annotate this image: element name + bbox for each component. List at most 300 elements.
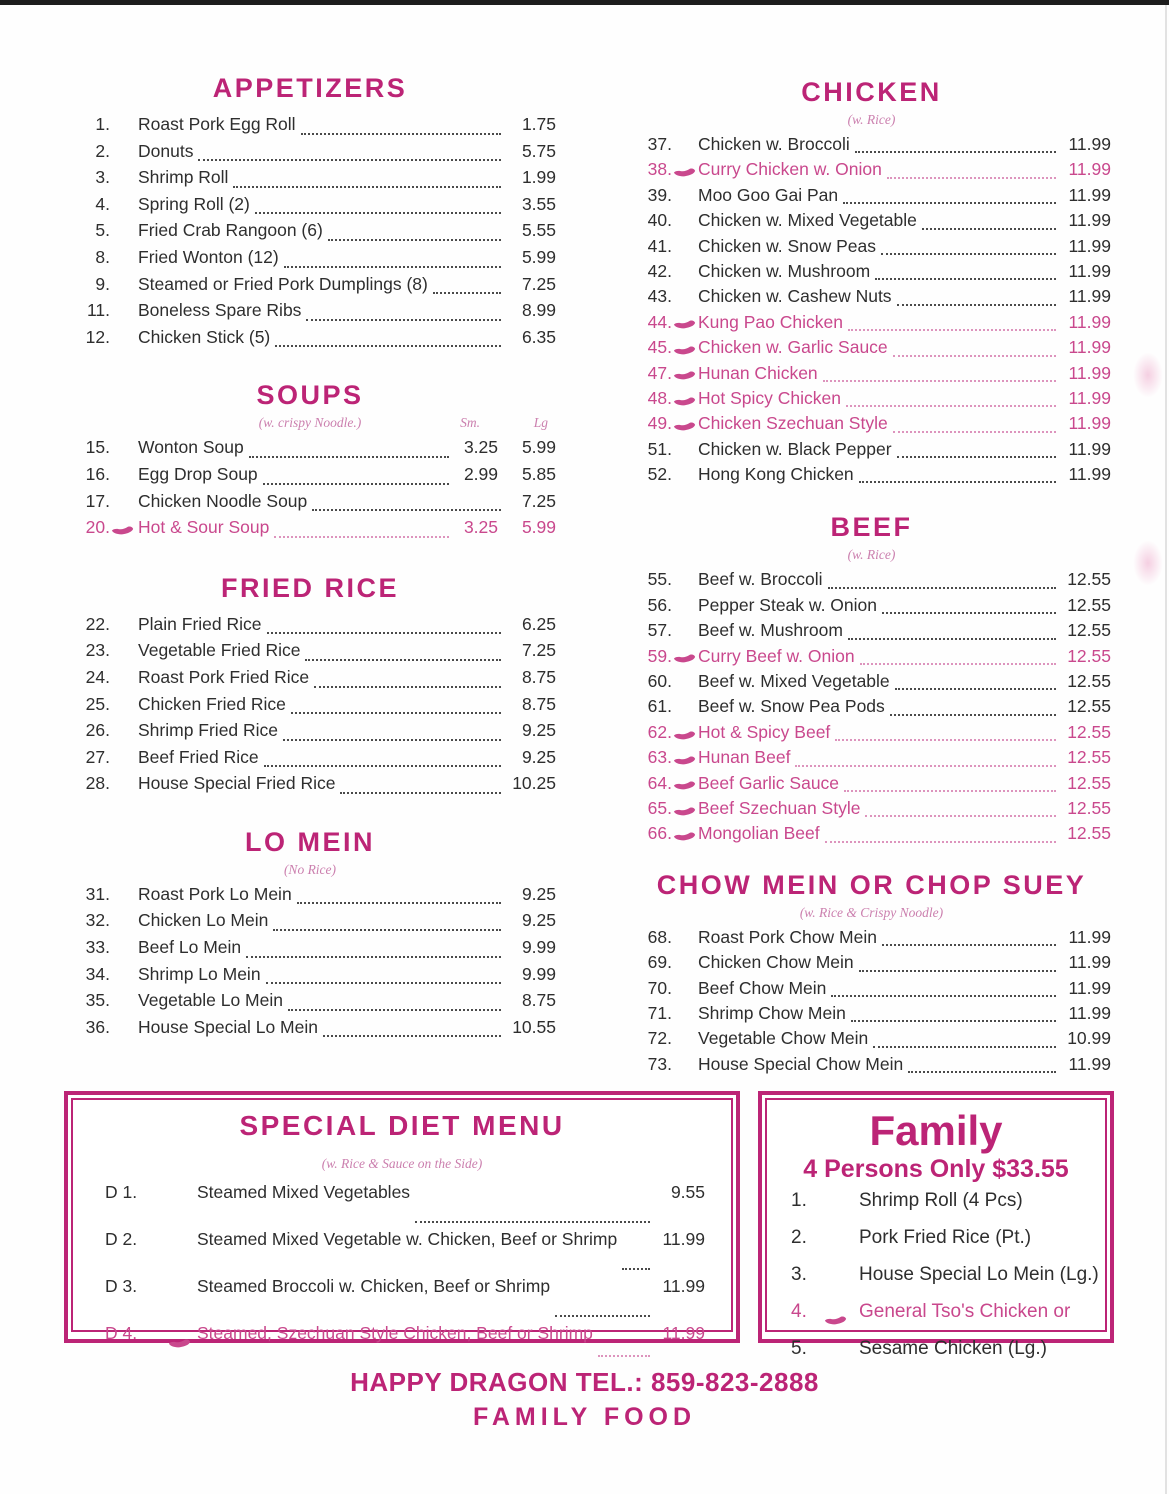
icon-spacer [110,754,138,766]
icon-spacer [167,1200,197,1212]
item-name: Spring Roll (2) [138,193,250,214]
item-number: D 3. [105,1276,138,1297]
item-name: Pork Fried Rice (Pt.) [859,1227,1032,1249]
menu-item-row [64,747,556,774]
menu-item-row [64,464,556,491]
icon-spacer [110,228,138,240]
item-price: 10.55 [512,1016,556,1037]
item-number: 4. [791,1301,807,1323]
dot-leader [882,944,1056,946]
dot-leader [555,1315,650,1317]
dot-leader [249,456,449,458]
menu-item-row [632,1054,1111,1079]
item-price: 12.55 [1067,620,1111,641]
item-name: Chicken Fried Rice [138,693,286,714]
item-name: Roast Pork Fried Rice [138,666,310,687]
item-name: Steamed Mixed Vegetables [197,1182,411,1203]
menu-item-row [64,990,556,1017]
item-number: 22. [85,613,110,634]
dot-leader [897,304,1056,306]
item-price: 12.55 [1067,569,1111,590]
menu-item-row [64,964,556,991]
item-number: 39. [647,184,672,205]
icon-spacer [672,293,698,305]
menu-item-row [64,1017,556,1044]
icon-spacer [110,148,138,160]
item-number: 5. [95,220,110,241]
dot-leader [848,329,1056,331]
item-price: 8.75 [521,693,556,714]
item-name: Chicken Stick (5) [138,326,271,347]
icon-spacer [110,891,138,903]
chili-pepper-icon [672,779,698,791]
item-price: 12.55 [1067,645,1111,666]
dot-leader [882,612,1056,614]
menu-item-row [64,300,556,327]
icon-spacer [110,621,138,633]
menu-section-special_diet [73,1110,731,1363]
item-price: 11.99 [1068,362,1111,383]
item-price: 3.25 [463,437,498,458]
menu-column-right [632,72,1111,1079]
item-price: 6.35 [521,326,556,347]
menu-item-row [632,413,1111,438]
item-price: 11.99 [1068,952,1111,973]
dot-leader [297,902,501,904]
icon-spacer [167,1294,197,1306]
item-price: 9.25 [521,883,556,904]
item-price: 9.55 [670,1182,705,1203]
item-name: Pepper Steak w. Onion [698,594,877,615]
icon-spacer [672,268,698,280]
menu-item-row [64,773,556,800]
dot-leader [274,536,449,538]
icon-spacer [672,1035,698,1047]
item-name: Beef Garlic Sauce [698,772,840,793]
icon-spacer [823,1351,859,1363]
icon-spacer [672,1060,698,1072]
icon-spacer [672,602,698,614]
item-name: Vegetable Lo Mein [138,990,283,1011]
dot-leader [922,228,1056,230]
item-name: Beef Lo Mein [138,937,242,958]
item-number: 61. [647,696,672,717]
item-number: 8. [95,246,110,267]
item-name: Curry Beef w. Onion [698,645,855,666]
item-name: Roast Pork Lo Mein [138,883,292,904]
item-name: Roast Pork Chow Mein [698,926,877,947]
item-number: 42. [647,260,672,281]
item-price: 5.55 [521,220,556,241]
family-deal-items [767,1190,1105,1375]
item-name: Boneless Spare Ribs [138,300,302,321]
dot-leader [823,380,1056,382]
item-name: Plain Fried Rice [138,613,262,634]
item-price: 9.25 [521,746,556,767]
icon-spacer [110,201,138,213]
section-subnote: (w. Rice & Sauce on the Side) [321,1156,483,1172]
icon-spacer [110,254,138,266]
icon-spacer [672,141,698,153]
dot-leader [198,159,501,161]
icon-spacer [672,445,698,457]
dot-leader [893,431,1056,433]
item-price: 11.99 [1068,311,1111,332]
item-number: 11. [86,300,110,321]
item-name: Steamed Broccoli w. Chicken, Beef or Shrimp [197,1276,551,1297]
menu-item-row [64,694,556,721]
item-name: Fried Wonton (12) [138,246,279,267]
section-subnote-row [632,108,1111,134]
item-price: 11.99 [1068,926,1111,947]
menu-section-chicken [632,76,1111,489]
menu-item-row [632,236,1111,261]
item-price: 11.99 [1068,184,1111,205]
icon-spacer [672,984,698,996]
icon-spacer [110,498,138,510]
icon-spacer [823,1203,859,1215]
item-number: 5. [791,1338,807,1360]
section-title: APPETIZERS [212,73,408,103]
item-price: 11.99 [662,1323,705,1344]
icon-spacer [672,933,698,945]
item-name: House Special Lo Mein [138,1016,318,1037]
menu-item-row [632,464,1111,489]
section-subnote: (w. Rice & Crispy Noodle) [799,904,944,920]
menu-item-row [632,823,1111,848]
item-price: 11.99 [662,1229,705,1250]
dot-leader [288,1009,501,1011]
item-number: D 1. [105,1182,138,1203]
item-number: 23. [85,640,110,661]
chili-pepper-icon [110,524,138,536]
menu-item-row [64,517,556,544]
chili-pepper-icon [167,1337,197,1349]
item-number: 31. [85,883,110,904]
item-name: Chicken w. Mixed Vegetable [698,210,917,231]
dot-leader [305,659,501,661]
menu-item-row [632,286,1111,311]
menu-item-row [632,798,1111,823]
icon-spacer [672,703,698,715]
icon-spacer [672,959,698,971]
item-name: House Special Chow Mein [698,1053,904,1074]
icon-spacer [110,971,138,983]
dot-leader [887,177,1056,179]
chili-pepper-icon [672,420,698,432]
item-price: 12.55 [1067,823,1111,844]
dot-leader [291,712,501,714]
item-price: 11.99 [1068,337,1111,358]
item-price: 9.25 [521,720,556,741]
section-subnote-row [64,411,556,437]
item-price: 7.25 [521,273,556,294]
item-number: 3. [95,167,110,188]
menu-item-row [632,696,1111,721]
item-number: D 2. [105,1229,138,1250]
icon-spacer [110,674,138,686]
icon-spacer [823,1277,859,1289]
dot-leader [433,292,501,294]
dot-leader [622,1268,650,1270]
item-number: 71. [647,1002,672,1023]
menu-item-row [64,194,556,221]
menu-item-row [632,210,1111,235]
item-number: D 4. [105,1323,138,1344]
menu-item-row [632,722,1111,747]
menu-item-row [64,640,556,667]
item-number: 1. [791,1190,807,1212]
item-number: 44. [647,311,672,332]
special-diet-menu-box [64,1091,740,1343]
item-price: 11.99 [1068,260,1111,281]
item-name: Shrimp Lo Mein [138,963,261,984]
icon-spacer [110,281,138,293]
section-subnote: (w. Rice) [847,547,896,563]
dot-leader [314,686,501,688]
dot-leader [831,995,1056,997]
item-price: 8.75 [521,990,556,1011]
dot-leader [264,765,501,767]
icon-spacer [672,1010,698,1022]
item-price: 12.55 [1067,797,1111,818]
icon-spacer [110,918,138,930]
menu-item-row [73,1323,731,1363]
menu-item-row [632,747,1111,772]
item-price: 7.25 [521,640,556,661]
item-number: 24. [85,666,110,687]
size-column-label: Sm. [460,415,480,431]
dot-leader [897,456,1056,458]
dot-leader [340,792,501,794]
dot-leader [844,790,1056,792]
item-number: 9. [95,273,110,294]
item-price: 12.55 [1067,696,1111,717]
dot-leader [873,1046,1056,1048]
item-number: 68. [647,926,672,947]
item-number: 17. [85,490,110,511]
section-subnote: (w. crispy Noodle.) [258,415,362,431]
dot-leader [843,202,1056,204]
icon-spacer [110,121,138,133]
item-number: 51. [647,438,672,459]
menu-item-row [73,1182,731,1229]
item-number: 55. [647,569,672,590]
menu-item-row [632,952,1111,977]
menu-section-soups [64,379,556,543]
dot-leader [275,345,501,347]
icon-spacer [672,576,698,588]
item-price: 7.25 [521,490,556,511]
restaurant-tagline: FAMILY FOOD [472,1403,697,1432]
item-name: Hot & Sour Soup [138,517,270,538]
item-price: 11.99 [1068,413,1111,434]
item-name: Chicken w. Snow Peas [698,235,877,256]
item-name: Shrimp Roll [138,167,229,188]
scan-artifact [1133,540,1163,586]
item-price: 11.99 [1068,464,1111,485]
dot-leader [233,186,501,188]
item-price: 11.99 [1068,438,1111,459]
item-name: Chicken Szechuan Style [698,413,888,434]
chili-pepper-icon [672,318,698,330]
section-title: FRIED RICE [220,572,399,603]
item-price: 1.75 [521,114,556,134]
item-name: House Special Fried Rice [138,773,336,794]
item-name: Vegetable Chow Mein [698,1028,869,1049]
item-number: 34. [85,963,110,984]
item-name: Shrimp Roll (4 Pcs) [859,1190,1023,1212]
item-number: 49. [647,413,672,434]
item-name: Egg Drop Soup [138,463,258,484]
item-name: Chicken Lo Mein [138,910,269,931]
item-name: Beef w. Broccoli [698,569,823,590]
item-name: Hong Kong Chicken [698,464,854,485]
item-number: 26. [85,720,110,741]
item-name: Chicken Chow Mein [698,952,854,973]
item-name: Moo Goo Gai Pan [698,184,839,205]
section-subnote: (w. Rice) [847,112,896,127]
section-title: SOUPS [256,380,364,411]
item-price: 11.99 [1068,159,1111,180]
item-name: Beef w. Mixed Vegetable [698,671,890,692]
item-number: 12. [85,326,110,347]
item-price: 10.99 [1067,1028,1111,1049]
dot-leader [267,632,501,634]
section-subnote-row [632,901,1111,927]
menu-section-chow_mein [632,869,1111,1079]
dot-leader [848,638,1056,640]
item-number: 38. [647,159,672,180]
icon-spacer [110,944,138,956]
item-price: 12.55 [1067,772,1111,793]
menu-item-row [64,937,556,964]
section-title: LO MEIN [245,826,375,857]
icon-spacer [110,174,138,186]
menu-item-row [64,167,556,194]
dot-leader [859,481,1056,483]
icon-spacer [672,217,698,229]
item-price: 2.99 [463,463,498,484]
scan-edge-right [1165,5,1167,1494]
item-name: Chicken w. Black Pepper [698,438,892,459]
menu-item-row [632,620,1111,645]
item-price: 3.55 [521,193,556,214]
menu-item-row [64,141,556,168]
menu-item-row [767,1190,1105,1227]
chili-pepper-icon [672,395,698,407]
dot-leader [865,815,1056,817]
item-price: 5.85 [521,463,556,484]
chili-pepper-icon [672,729,698,741]
icon-spacer [110,781,138,793]
menu-item-row [64,720,556,747]
dot-leader [881,253,1056,255]
section-title: BEEF [830,512,913,543]
menu-item-row [73,1229,731,1276]
menu-item-row [64,274,556,301]
item-name: Donuts [138,140,194,161]
item-name: Hunan Beef [698,747,791,768]
menu-item-row [64,614,556,641]
item-number: 52. [647,464,672,485]
menu-item-row [64,437,556,464]
menu-item-row [632,185,1111,210]
family-deal-title: Family [869,1107,1003,1155]
item-price: 10.25 [512,773,556,794]
icon-spacer [110,998,138,1010]
chili-pepper-icon [823,1314,859,1326]
menu-item-row [767,1301,1105,1338]
item-name: Hot & Spicy Beef [698,721,831,742]
dot-leader [301,133,501,135]
menu-item-row [767,1264,1105,1301]
item-name: Mongolian Beef [698,823,820,844]
restaurant-name-and-phone: HAPPY DRAGON TEL.: 859-823-2888 [350,1367,819,1398]
menu-section-lo_mein [64,826,556,1044]
item-name: Steamed Mixed Vegetable w. Chicken, Beef or Shrimp [197,1229,618,1250]
family-deal-price-line: 4 Persons Only $33.55 [803,1155,1069,1184]
dot-leader [890,714,1056,716]
item-number: 3. [791,1264,807,1286]
item-price: 8.99 [521,300,556,321]
menu-item-row [73,1276,731,1323]
item-number: 57. [647,620,672,641]
menu-item-row [632,337,1111,362]
item-name: Chicken w. Broccoli [698,134,850,154]
item-name: Chicken w. Garlic Sauce [698,337,888,358]
item-number: 36. [85,1016,110,1037]
item-number: 43. [647,286,672,307]
item-price: 3.25 [463,517,498,538]
chili-pepper-icon [672,754,698,766]
item-price: 1.99 [521,167,556,188]
icon-spacer [672,471,698,483]
dot-leader [859,970,1056,972]
family-deal-box [758,1091,1114,1360]
section-title: CHICKEN [801,77,942,107]
menu-item-row [64,884,556,911]
icon-spacer [672,627,698,639]
menu-item-row [632,773,1111,798]
dot-leader [266,982,501,984]
item-price: 11.99 [662,1276,705,1297]
dot-leader [860,663,1056,665]
dot-leader [846,405,1056,407]
item-number: 66. [647,823,672,844]
item-price: 11.99 [1068,387,1111,408]
dot-leader [825,841,1056,843]
dot-leader [598,1355,650,1357]
menu-section-fried_rice [64,572,556,800]
icon-spacer [672,678,698,690]
item-number: 63. [647,747,672,768]
item-number: 69. [647,952,672,973]
menu-section-beef [632,511,1111,848]
item-price: 9.25 [521,910,556,931]
menu-item-row [632,927,1111,952]
item-number: 72. [647,1028,672,1049]
dot-leader [795,765,1056,767]
item-number: 25. [85,693,110,714]
item-price: 12.55 [1067,671,1111,692]
item-number: 2. [791,1227,807,1249]
menu-item-row [632,671,1111,696]
menu-item-row [632,159,1111,184]
item-price: 9.99 [521,963,556,984]
menu-item-row [64,220,556,247]
menu-item-row [632,569,1111,594]
